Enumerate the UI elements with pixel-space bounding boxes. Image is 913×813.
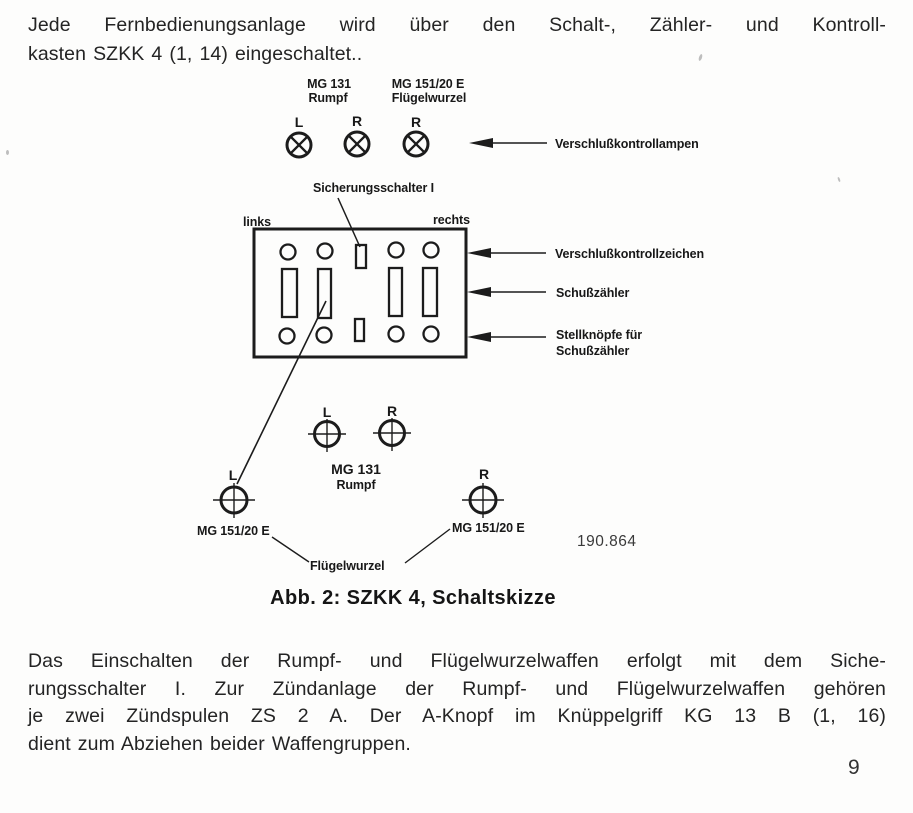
kontrollzeichen-1-icon (281, 245, 296, 260)
control-box-outline (254, 229, 466, 357)
fluegelwurzel-header-label: Flügelwurzel (391, 91, 467, 105)
callout-lamps-label: Verschlußkontrollampen (555, 137, 699, 151)
figure-caption: Abb. 2: SZKK 4, Schaltskizze (270, 587, 556, 609)
safety-switch-slot-top (356, 245, 366, 268)
intro-line-2: kasten SZKK 4 (1, 14) eingeschaltet.. (28, 43, 363, 65)
lamp-r2-label: R (410, 114, 422, 130)
arrow-left-icon (469, 138, 493, 148)
stellknopf-2-icon (317, 328, 332, 343)
mg151-l-label: L (228, 467, 238, 483)
mg151-header-label: MG 151/20 E (391, 77, 465, 91)
page-number: 9 (848, 756, 860, 779)
kontrollzeichen-2-icon (318, 244, 333, 259)
callout-zaehler (467, 286, 629, 300)
schusszaehler-1 (282, 269, 297, 317)
wing-root-pointer-line (237, 301, 326, 484)
callout-zaehler-label: Schußzähler (556, 286, 630, 300)
body-line-1: Das Einschalten der Rumpf- und Flügelwurzelwaffen erfolgt mit dem Siche- (28, 650, 886, 672)
schusszaehler-4 (423, 268, 437, 316)
switch-label: Sicherungsschalter I (313, 181, 434, 195)
callout-stellknoepfe-label-2: Schußzähler (556, 344, 630, 358)
mg151-r-name-label: MG 151/20 E (452, 521, 525, 535)
mg151-l-name-label: MG 151/20 E (197, 524, 270, 538)
safety-switch-slot-bottom (355, 319, 364, 341)
fluegelwurzel-connector-left (272, 537, 309, 562)
links-label: links (243, 215, 271, 229)
switch-callout (313, 181, 434, 247)
fluegelwurzel-connector-right (405, 529, 450, 563)
switch-pointer-line (338, 198, 360, 247)
body-paragraph (28, 648, 886, 758)
scan-speck (6, 150, 9, 155)
mg131-name-label: MG 131 (331, 461, 381, 477)
mg131-r-label: R (386, 403, 398, 419)
callout-stellknoepfe-label-1: Stellknöpfe für (556, 328, 643, 342)
kontrollzeichen-3-icon (389, 243, 404, 258)
lamp-header-group (307, 77, 466, 105)
callout-zeichen-label: Verschlußkontrollzeichen (555, 247, 705, 261)
mg131-header-label: MG 131 (307, 77, 351, 91)
intro-line-1: Jede Fernbedienungsanlage wird über den Schalt-, Zähler- und Kontroll- (28, 14, 886, 36)
mg131-sub-label: Rumpf (336, 478, 376, 492)
mg151-r-label: R (478, 466, 490, 482)
rumpf-header-label: Rumpf (308, 91, 348, 105)
indicator-lamps (287, 113, 428, 157)
callout-stellknoepfe (467, 328, 642, 358)
callout-zeichen (467, 247, 704, 261)
callout-lamps (469, 137, 699, 151)
stellknopf-4-icon (424, 327, 439, 342)
arrow-left-icon (467, 248, 491, 258)
stellknopf-3-icon (389, 327, 404, 342)
arrow-left-icon (467, 332, 491, 342)
lamp-l-label: L (294, 114, 304, 130)
arrow-left-icon (467, 287, 491, 297)
mg131-l-label: L (322, 404, 332, 420)
body-line-3: je zwei Zündspulen ZS 2 A. Der A-Knopf im Knüppelgriff KG 13 B (1, 16) (28, 705, 886, 727)
stellknopf-1-icon (280, 329, 295, 344)
lamp-r1-label: R (351, 113, 363, 129)
control-box (254, 229, 466, 357)
rechts-label: rechts (433, 213, 470, 227)
body-line-4: dient zum Abziehen beider Waffengruppen. (28, 732, 411, 755)
schusszaehler-3 (389, 268, 402, 316)
schusszaehler-2 (318, 269, 331, 318)
drawing-number: 190.864 (577, 533, 637, 550)
kontrollzeichen-4-icon (424, 243, 439, 258)
body-line-2: rungsschalter I. Zur Zündanlage der Rumpf- und Flügelwurzelwaffen gehören (28, 677, 886, 700)
fluegelwurzel-label: Flügelwurzel (310, 559, 385, 573)
mg131-gun-group (308, 403, 411, 492)
